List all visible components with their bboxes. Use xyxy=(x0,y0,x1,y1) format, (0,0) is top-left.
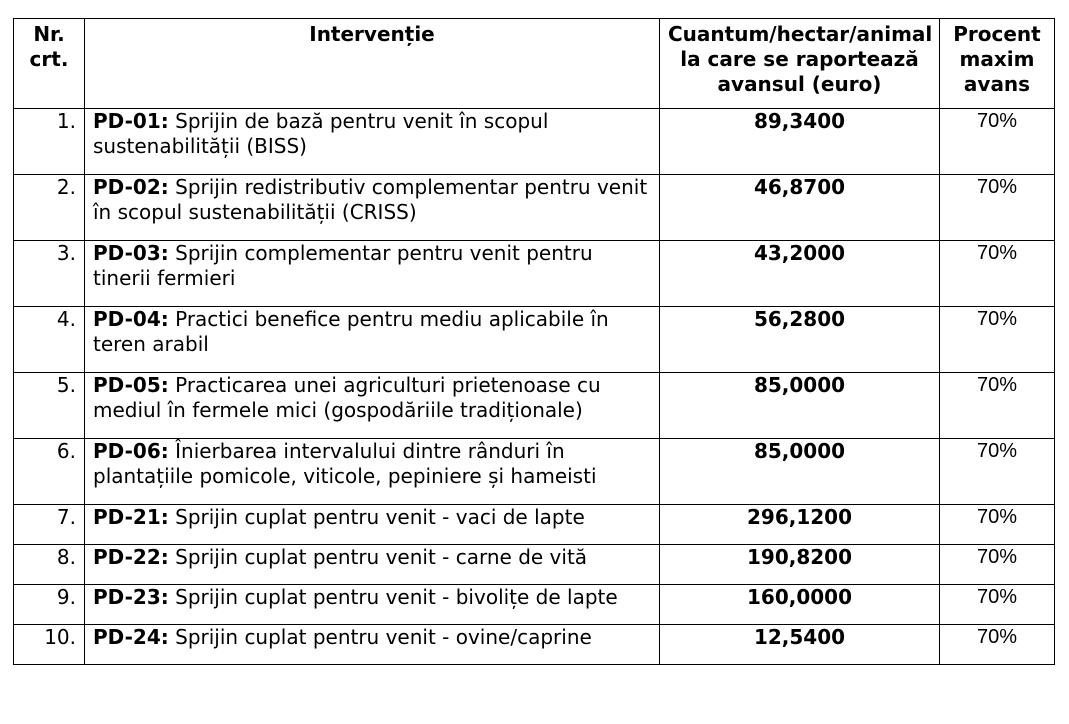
percent-cell: 70% xyxy=(940,109,1055,175)
amount-cell: 190,8200 xyxy=(660,545,940,585)
percent-cell: 70% xyxy=(940,505,1055,545)
percent-cell: 70% xyxy=(940,585,1055,625)
amount-cell: 43,2000 xyxy=(660,241,940,307)
row-number: 6. xyxy=(14,439,85,505)
table-row xyxy=(14,307,1055,373)
intervention-code: PD-24: xyxy=(93,625,169,649)
table-row xyxy=(14,109,1055,175)
percent-cell: 70% xyxy=(940,175,1055,241)
intervention-cell xyxy=(85,109,660,175)
intervention-cell xyxy=(85,175,660,241)
intervention-description: Sprijin cuplat pentru venit - ovine/caprine xyxy=(168,625,592,649)
intervention-code: PD-06: xyxy=(93,439,169,463)
amount-cell: 46,8700 xyxy=(660,175,940,241)
table-row xyxy=(14,625,1055,665)
intervention-cell xyxy=(85,439,660,505)
intervention-table xyxy=(13,18,1055,665)
header-row xyxy=(14,19,1055,109)
intervention-description: Sprijin complementar pentru venit pentru tinerii fermieri xyxy=(93,241,593,290)
table-row xyxy=(14,505,1055,545)
intervention-description: Sprijin de bază pentru venit în scopul sustenabilității (BISS) xyxy=(93,109,549,158)
amount-cell: 85,0000 xyxy=(660,439,940,505)
intervention-cell xyxy=(85,545,660,585)
intervention-code: PD-02: xyxy=(93,175,169,199)
row-number: 1. xyxy=(14,109,85,175)
amount-cell: 160,0000 xyxy=(660,585,940,625)
row-number: 10. xyxy=(14,625,85,665)
row-number: 9. xyxy=(14,585,85,625)
amount-cell: 85,0000 xyxy=(660,373,940,439)
intervention-code: PD-21: xyxy=(93,505,169,529)
amount-cell: 12,5400 xyxy=(660,625,940,665)
amount-cell: 89,3400 xyxy=(660,109,940,175)
table-row xyxy=(14,545,1055,585)
intervention-description: Sprijin cuplat pentru venit - bivolițe de lapte xyxy=(168,585,618,609)
intervention-description: Sprijin cuplat pentru venit - carne de vită xyxy=(168,545,588,569)
intervention-code: PD-22: xyxy=(93,545,169,569)
percent-cell: 70% xyxy=(940,545,1055,585)
intervention-cell xyxy=(85,307,660,373)
percent-cell: 70% xyxy=(940,625,1055,665)
intervention-cell xyxy=(85,373,660,439)
percent-cell: 70% xyxy=(940,439,1055,505)
intervention-code: PD-05: xyxy=(93,373,169,397)
amount-cell: 56,2800 xyxy=(660,307,940,373)
row-number: 7. xyxy=(14,505,85,545)
table-row xyxy=(14,373,1055,439)
row-number: 4. xyxy=(14,307,85,373)
intervention-cell xyxy=(85,625,660,665)
intervention-code: PD-03: xyxy=(93,241,169,265)
intervention-code: PD-23: xyxy=(93,585,169,609)
intervention-description: Înierbarea intervalului dintre rânduri în plantațiile pomicole, viticole, pepiniere și hameisti xyxy=(93,439,597,488)
row-number: 2. xyxy=(14,175,85,241)
table-row xyxy=(14,175,1055,241)
table-row xyxy=(14,439,1055,505)
intervention-cell xyxy=(85,241,660,307)
intervention-cell xyxy=(85,585,660,625)
row-number: 5. xyxy=(14,373,85,439)
header-nr: Nr. crt. xyxy=(14,19,85,109)
table-row xyxy=(14,585,1055,625)
header-percent: Procent maxim avans xyxy=(940,19,1055,109)
table-row xyxy=(14,241,1055,307)
header-intervention: Intervenție xyxy=(85,19,660,109)
percent-cell: 70% xyxy=(940,307,1055,373)
row-number: 3. xyxy=(14,241,85,307)
header-amount: Cuantum/hectar/animal la care se raportează avansul (euro) xyxy=(660,19,940,109)
row-number: 8. xyxy=(14,545,85,585)
amount-cell: 296,1200 xyxy=(660,505,940,545)
percent-cell: 70% xyxy=(940,373,1055,439)
intervention-description: Practicarea unei agriculturi prietenoase cu mediul în fermele mici (gospodăriile tradiționale) xyxy=(93,373,601,422)
intervention-description: Sprijin redistributiv complementar pentru venit în scopul sustenabilității (CRISS) xyxy=(93,175,648,224)
intervention-description: Sprijin cuplat pentru venit - vaci de lapte xyxy=(168,505,585,529)
percent-cell: 70% xyxy=(940,241,1055,307)
intervention-code: PD-04: xyxy=(93,307,169,331)
intervention-cell xyxy=(85,505,660,545)
intervention-code: PD-01: xyxy=(93,109,169,133)
intervention-description: Practici benefice pentru mediu aplicabile în teren arabil xyxy=(93,307,609,356)
